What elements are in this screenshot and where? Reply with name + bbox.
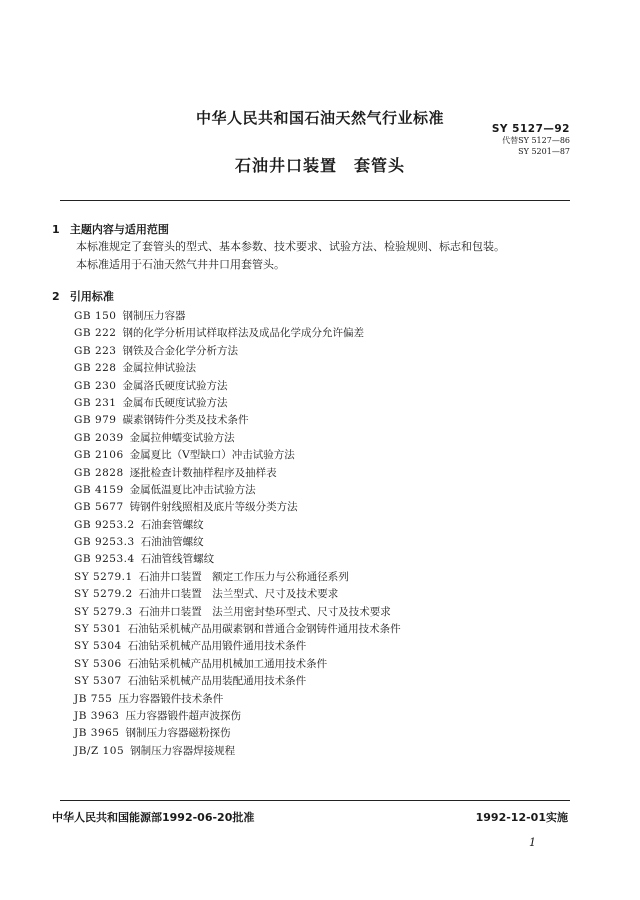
reference-code: GB 2828 [74,466,124,479]
reference-code: SY 5279.2 [74,588,133,601]
reference-item [74,621,401,638]
reference-item [74,360,401,377]
reference-title: 钢铁及合金化学分析方法 [122,344,238,357]
reference-code: GB 4159 [74,483,124,496]
reference-code: JB 3963 [74,709,120,722]
top-divider [60,200,570,201]
reference-item [74,499,401,516]
reference-title: 石油钻采机械产品用机械加工通用技术条件 [127,657,328,670]
reference-item [74,378,401,395]
reference-code: GB 2106 [74,449,124,462]
replaces-code-2: SY 5201—87 [518,147,570,156]
reference-item [74,465,401,482]
reference-title: 金属洛氏硬度试验方法 [122,379,228,392]
reference-item [74,656,401,673]
reference-item [74,395,401,412]
section-heading-2 [52,288,114,304]
reference-code: GB 231 [74,396,117,409]
reference-item [74,725,401,742]
reference-item [74,534,401,551]
section-1-paragraph-2: 本标准适用于石油天然气井井口用套管头。 [76,258,285,271]
document-title: 石油井口装置 套管头 [234,156,405,175]
reference-code: GB 2039 [74,431,124,444]
reference-item [74,586,401,603]
reference-item [74,673,401,690]
issue-approval: 中华人民共和国能源部1992-06-20批准 [52,811,255,824]
reference-title: 金属拉伸蠕变试验方法 [129,431,235,444]
reference-item [74,308,401,325]
section-number: 1 [52,223,60,236]
reference-code: GB 230 [74,379,117,392]
reference-code: JB 3965 [74,727,120,740]
page-number: 1 [529,836,536,849]
effective-date: 1992-12-01实施 [475,811,568,824]
reference-code: GB 223 [74,344,117,357]
reference-title: 石油井口装置 法兰型式、尺寸及技术要求 [138,588,339,601]
reference-item [74,569,401,586]
reference-title: 金属拉伸试验法 [122,362,196,375]
reference-code: GB 222 [74,327,117,340]
section-title: 主题内容与适用范围 [69,223,169,236]
reference-item [74,325,401,342]
reference-code: GB 9253.3 [74,536,135,549]
standard-body-header: 中华人民共和国石油天然气行业标准 [195,109,444,127]
reference-code: SY 5279.3 [74,605,133,618]
reference-item [74,343,401,360]
reference-title: 压力容器锻件超声波探伤 [125,709,241,722]
reference-item [74,517,401,534]
reference-item [74,604,401,621]
reference-title: 钢制压力容器磁粉探伤 [125,727,231,740]
reference-item [74,430,401,447]
reference-title: 金属夏比（V型缺口）冲击试验方法 [129,449,295,462]
reference-code: GB 9253.4 [74,553,135,566]
reference-title: 铸钢件射线照相及底片等级分类方法 [129,501,298,514]
reference-item [74,743,401,760]
reference-item [74,708,401,725]
reference-code: GB 228 [74,362,117,375]
reference-title: 石油钻采机械产品用锻件通用技术条件 [127,640,307,653]
reference-item [74,482,401,499]
reference-item [74,638,401,655]
reference-code: SY 5304 [74,640,122,653]
replaces-code-1: 代替SY 5127—86 [502,136,570,145]
standard-code: SY 5127—92 [491,123,570,135]
reference-title: 石油井口装置 法兰用密封垫环型式、尺寸及技术要求 [138,605,391,618]
reference-title: 石油油管螺纹 [140,536,204,549]
reference-title: 碳素钢铸件分类及技术条件 [122,414,249,427]
reference-title: 石油管线管螺纹 [140,553,215,566]
reference-code: JB/Z 105 [74,744,125,757]
reference-code: GB 979 [74,414,117,427]
reference-list [74,308,401,760]
reference-code: GB 150 [74,310,117,322]
section-1-paragraph-1: 本标准规定了套管头的型式、基本参数、技术要求、试验方法、检验规则、标志和包装。 [76,240,505,253]
reference-title: 石油井口装置 额定工作压力与公称通径系列 [138,570,349,583]
bottom-divider [60,800,570,801]
reference-title: 钢制压力容器 [122,310,186,322]
reference-title: 钢制压力容器焊接规程 [130,744,236,757]
section-number: 2 [52,290,60,303]
reference-code: SY 5301 [74,623,122,636]
reference-code: GB 9253.2 [74,518,135,531]
reference-code: GB 5677 [74,501,124,514]
reference-item [74,412,401,429]
reference-title: 石油套管螺纹 [140,518,204,531]
section-title: 引用标准 [69,290,114,303]
reference-code: JB 755 [74,692,113,705]
section-heading-1 [52,221,169,237]
reference-code: SY 5279.1 [74,570,133,583]
reference-code: SY 5306 [74,657,122,670]
reference-title: 石油钻采机械产品用碳素钢和普通合金钢铸件通用技术条件 [127,623,401,636]
reference-code: SY 5307 [74,675,122,688]
reference-title: 石油钻采机械产品用装配通用技术条件 [127,675,307,688]
reference-item [74,691,401,708]
reference-title: 钢的化学分析用试样取样法及成品化学成分允许偏差 [122,327,364,340]
reference-item [74,551,401,568]
reference-title: 逐批检查计数抽样程序及抽样表 [129,466,277,479]
reference-title: 压力容器锻件技术条件 [118,692,224,705]
reference-title: 金属低温夏比冲击试验方法 [129,483,256,496]
reference-item [74,447,401,464]
reference-title: 金属布氏硬度试验方法 [122,396,228,409]
